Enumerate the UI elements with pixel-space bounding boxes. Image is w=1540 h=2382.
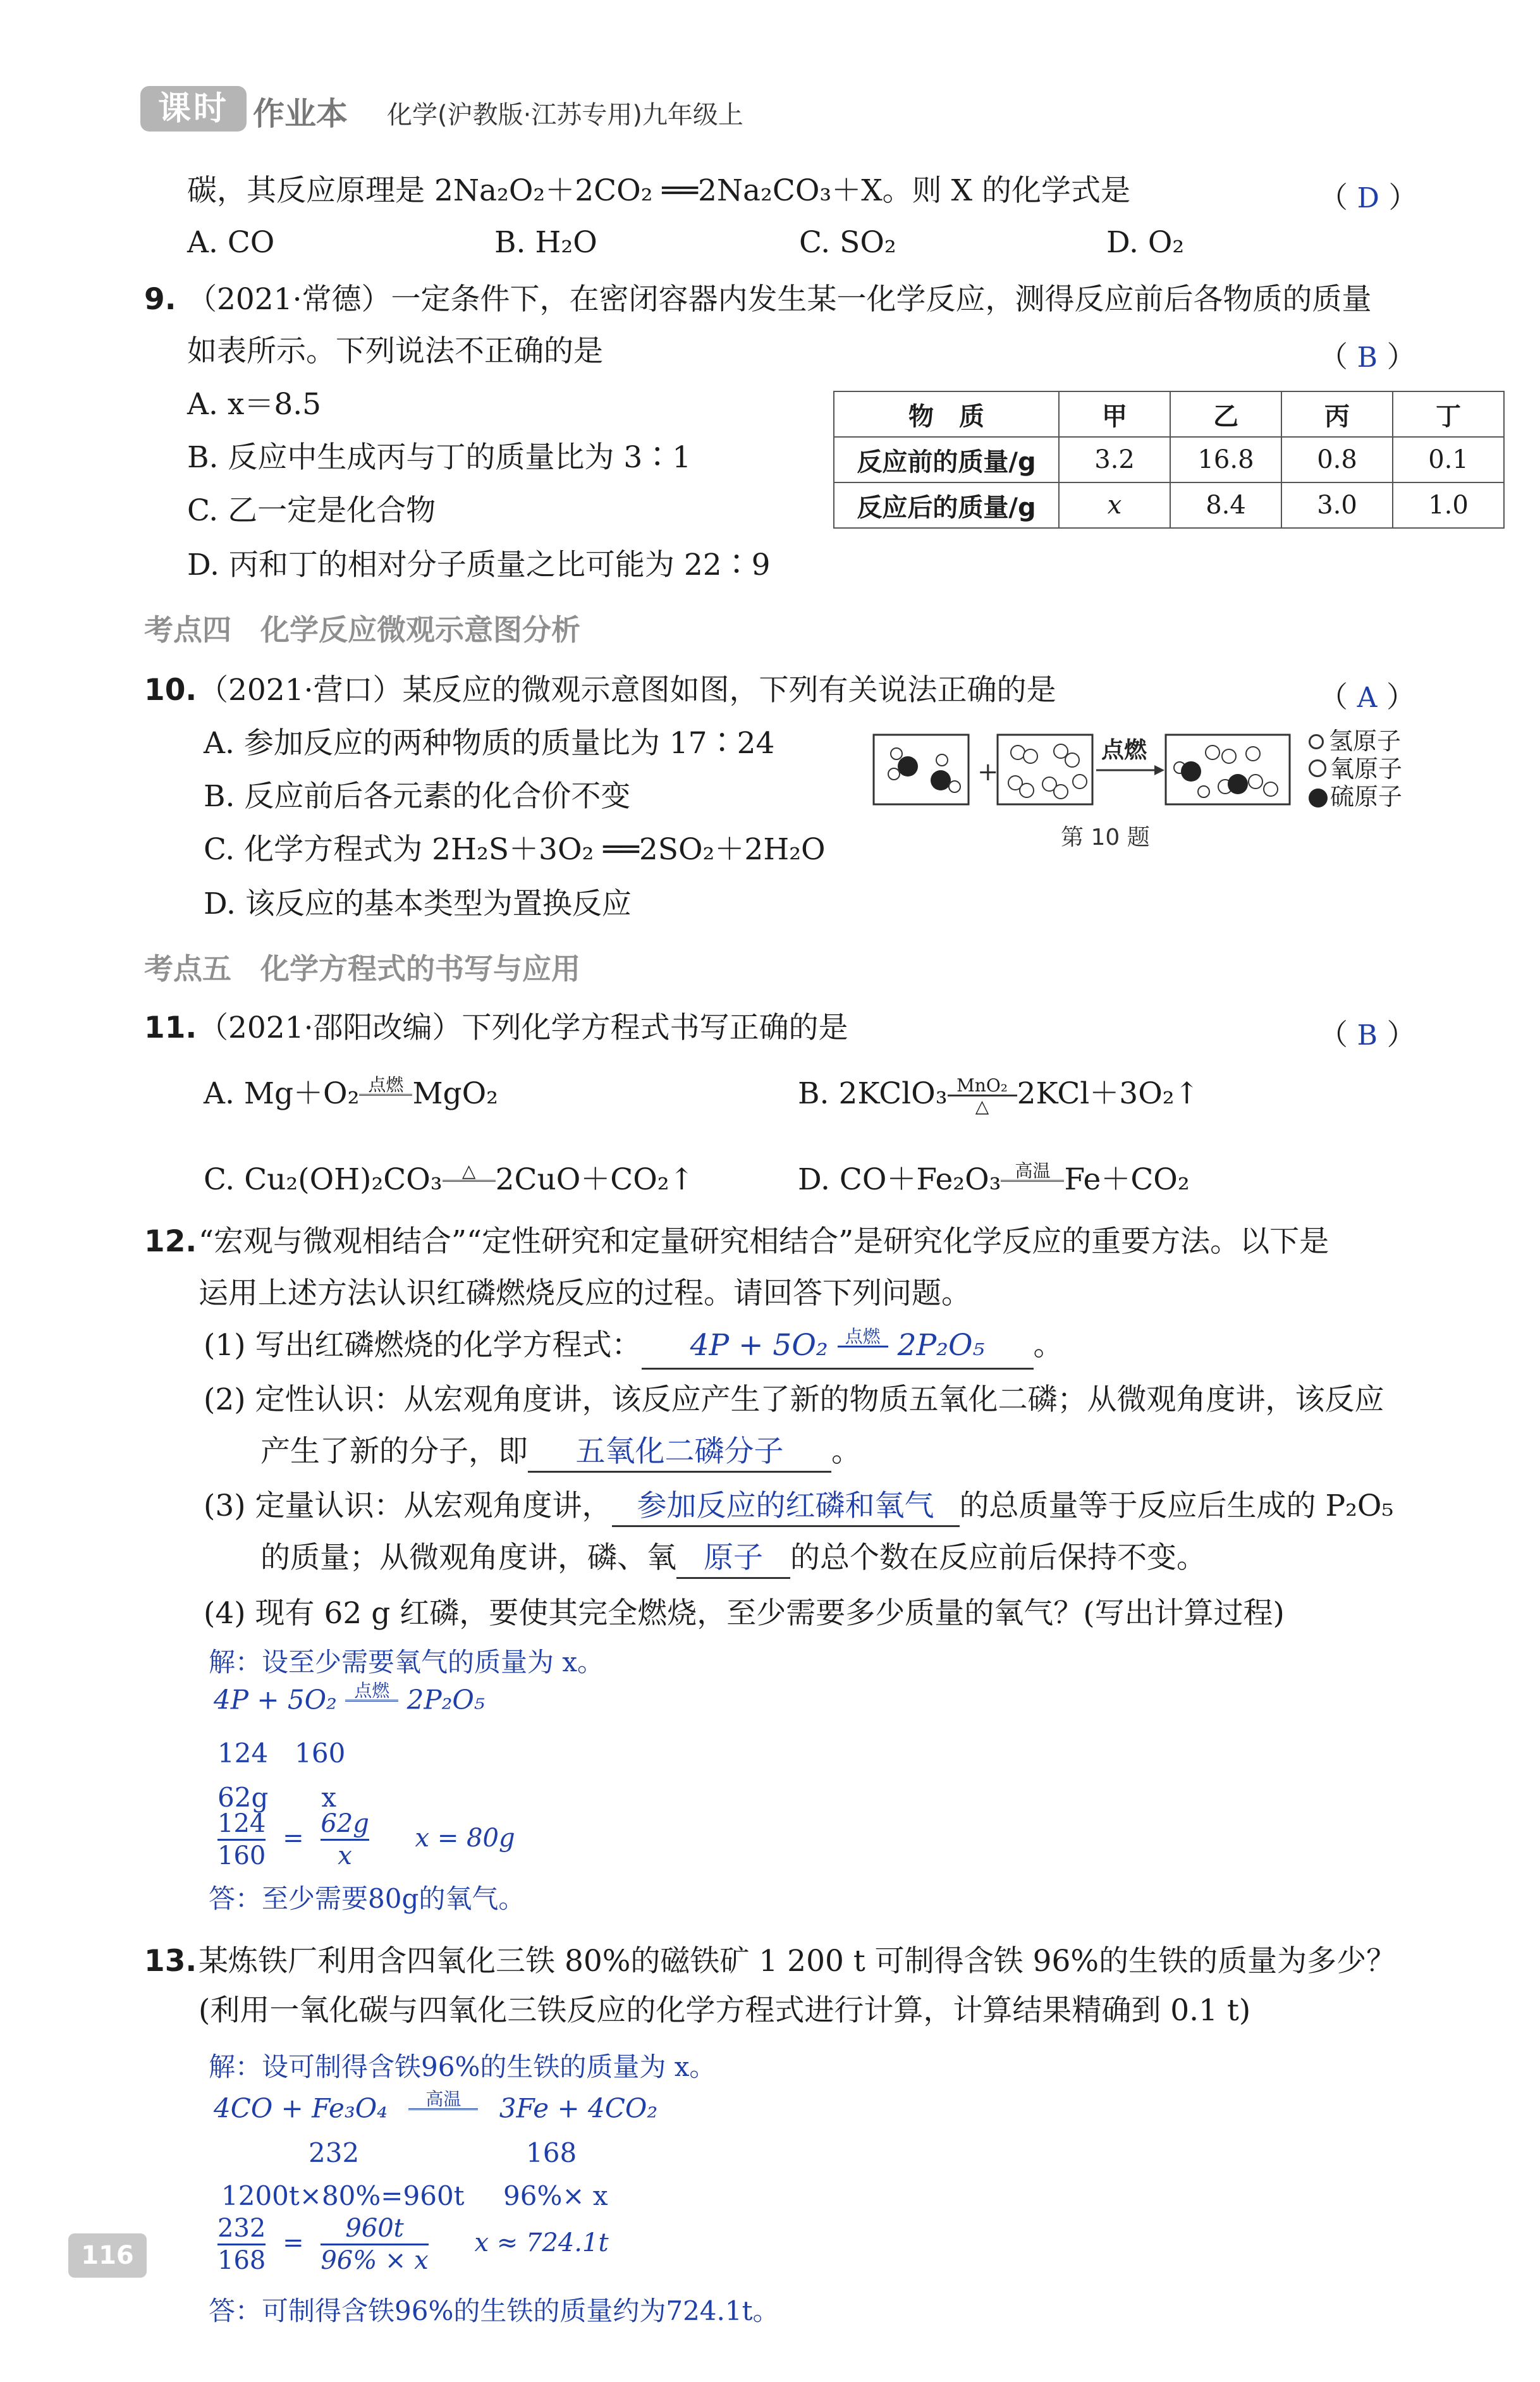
legend-label: 氧原子 [1330,755,1403,783]
equation-rhs: 2CuO＋CO₂↑ [495,1162,695,1197]
condition-text: 点燃 [354,1680,390,1701]
q9-line1: （2021·常德）一定条件下，在密闭容器内发生某一化学反应，测得反应前后各物质的质量 [187,282,1372,317]
q12-line2: 运用上述方法认识红磷燃烧反应的过程。请回答下列问题。 [199,1276,971,1311]
legend-label: 氢原子 [1329,727,1402,755]
q9-option-b: B. 反应中生成丙与丁的质量比为 3∶1 [187,440,692,475]
q12-line1: “宏观与微观相结合”“定性研究和定量研究相结合”是研究化学反应的重要方法。以下是 [199,1224,1329,1259]
q10-answer-box: （ A ） [1319,680,1416,714]
equation-lhs: 4P + 5O₂ [214,1684,337,1716]
q12-part1: (1) 写出红磷燃烧的化学方程式： 4P + 5O₂ 点燃 2P₂O₅ 。 [204,1327,1063,1370]
arrow-head-icon [1154,765,1164,775]
q8-answer: D [1357,182,1379,214]
table-row [834,482,1504,528]
fraction [217,2213,266,2276]
q8-option-a: A. CO [187,225,275,260]
table-header-row [834,391,1504,437]
q13-number: 13. [144,1944,197,1979]
condition-text: 点燃 [845,1325,881,1347]
q13-solution-mass1: 232 [309,2137,360,2168]
q13-solution-mass2: 168 [526,2137,577,2168]
table-header: 甲 [1059,391,1170,437]
reaction-condition [345,1682,398,1722]
solution-result: x ≈ 724.1t [474,2228,609,2257]
q10-micro-diagram [871,721,1326,847]
table-header: 乙 [1170,391,1281,437]
q12-solution-given: 62g x [217,1782,337,1813]
table-header: 丙 [1281,391,1393,437]
q9-option-c: C. 乙一定是化合物 [187,493,436,528]
q12-solution-intro: 解：设至少需要氧气的质量为 x。 [209,1647,604,1678]
condition-text: 高温 [1015,1160,1051,1181]
q12-part3-answer2: 原子 [676,1539,790,1579]
option-label: A. [204,1076,235,1111]
q12-part3-line1 [204,1487,1393,1527]
reactant-box-2 [998,735,1092,804]
reaction-condition [408,2090,478,2130]
reactant-box-1 [874,735,969,804]
answer-rhs: 2P₂O₅ [897,1328,985,1363]
q12-part4: (4) 现有 62 g 红磷，要使其完全燃烧，至少需要多少质量的氧气？(写出计算过程) [204,1596,1285,1631]
section-4-heading: 考点四 化学反应微观示意图分析 [144,613,580,647]
q12-part1-text: (1) 写出红磷燃烧的化学方程式： [204,1328,642,1363]
q9-answer: B [1357,341,1378,374]
q12-solution-proportion: $\frac{124}{160}$ = $\frac{62g}{x}$ x = 80g [217,1809,515,1870]
q10-option-b: B. 反应前后各元素的化合价不变 [204,779,631,814]
q8-option-c: C. SO₂ [799,225,896,260]
q11-option-a [204,1075,498,1116]
q12-part3-text3: 的质量；从微观角度讲，磷、氧 [260,1540,676,1575]
q11-number: 11. [144,1010,197,1045]
solution-result: x = 80g [415,1823,515,1853]
oxygen-atom-icon [1309,759,1326,777]
equation-lhs: Cu₂(OH)₂CO₃ [244,1162,443,1197]
condition-text: △ [461,1160,476,1181]
legend-item-oxygen [1309,755,1402,783]
q8-option-b: B. H₂O [494,225,597,260]
diagram-caption: 第 10 题 [1061,825,1150,847]
q11-option-b [798,1075,1199,1115]
table-cell: 1.0 [1393,482,1504,528]
q12-solution-equation [214,1682,485,1722]
equation-rhs: 2KCl＋3O₂↑ [1017,1076,1199,1111]
q12-part3-line2 [260,1539,1206,1579]
product-molecule-icon [1174,746,1278,797]
header-subtitle: 化学(沪教版·江苏专用)九年级上 [387,101,743,130]
condition-text: 高温 [425,2089,461,2109]
q10-line1: （2021·营口）某反应的微观示意图如图，下列有关说法正确的是 [199,673,1056,708]
table-row [834,437,1504,482]
q8-text: 碳，其反应原理是 2Na₂O₂＋2CO₂ ══2Na₂CO₃＋X。则 X 的化学式是 [187,173,1130,208]
reaction-condition [948,1074,1017,1117]
page-number: 116 [68,2233,147,2278]
table-cell: 3.2 [1059,437,1170,482]
q11-answer-box: （ B ） [1319,1017,1416,1052]
equation-lhs: 2KClO₃ [838,1076,948,1111]
molecule-icon [888,748,960,792]
fraction-numerator: 62g [321,1808,369,1841]
option-label: B. [798,1076,829,1111]
reaction-condition [1001,1162,1064,1202]
table-cell: x [1059,482,1170,528]
condition-text: MnO₂ [956,1074,1008,1096]
option-label: D. [798,1162,830,1197]
section-5-heading: 考点五 化学方程式的书写与应用 [144,952,580,986]
table-cell: 3.0 [1281,482,1393,528]
equation-lhs: Mg＋O₂ [243,1076,360,1111]
q8-answer-box: （ D ） [1319,180,1418,214]
condition-text: △ [975,1095,989,1117]
q10-number: 10. [144,673,197,708]
table-header: 丁 [1393,391,1504,437]
table-cell: 反应前的质量/g [834,437,1059,482]
q9-option-a: A. x＝8.5 [187,387,322,422]
q11-line1: （2021·邵阳改编）下列化学方程式书写正确的是 [199,1010,848,1045]
fraction-numerator: 124 [217,1808,266,1841]
fraction-numerator: 232 [217,2213,266,2245]
sulfur-atom-icon [1309,789,1328,807]
oxygen-molecule-icon [1008,744,1087,799]
q11-answer: B [1357,1019,1378,1052]
reaction-condition [443,1162,496,1202]
q10-option-d: D. 该反应的基本类型为置换反应 [204,887,632,921]
q13-solution-equation [214,2090,657,2130]
arrow-label: 点燃 [1101,737,1147,763]
q12-part2-line1: (2) 定性认识：从宏观角度讲，该反应产生了新的物质五氧化二磷；从微观角度讲，该反应 [204,1382,1384,1417]
legend-item-sulfur [1309,783,1402,811]
plus-sign: + [977,758,999,787]
q10-option-a: A. 参加反应的两种物质的质量比为 17∶24 [204,726,775,761]
fraction-numerator: 960t [321,2213,428,2245]
condition-text: 点燃 [368,1074,404,1095]
hydrogen-atom-icon [1309,734,1324,749]
q12-solution-answer: 答：至少需要80g的氧气。 [209,1883,525,1914]
equation-lhs: 4CO + Fe₃O₄ [214,2092,388,2124]
option-label: C. [204,1162,235,1197]
q12-part3-answer1: 参加反应的红磷和氧气 [612,1487,960,1527]
q13-solution-given1: 1200t×80%=960t [221,2180,465,2211]
equation-rhs: 2P₂O₅ [406,1684,485,1716]
q12-number: 12. [144,1224,197,1259]
q9-option-d: D. 丙和丁的相对分子质量之比可能为 22∶9 [187,548,771,582]
equation-rhs: MgO₂ [412,1076,499,1111]
fraction [321,1808,369,1871]
q10-option-c: C. 化学方程式为 2H₂S＋3O₂ ══2SO₂＋2H₂O [204,832,826,867]
q10-answer: A [1357,682,1378,714]
q13-solution-proportion: $\frac{232}{168}$ = $\frac{960t}{96\% \times x}$ x ≈ 724.1t [217,2214,609,2275]
table-cell: 8.4 [1170,482,1281,528]
reaction-condition [359,1076,412,1116]
q12-part3-text: (3) 定量认识：从宏观角度讲， [204,1489,612,1523]
q9-answer-box: （ B ） [1319,340,1416,374]
table-cell: 0.8 [1281,437,1393,482]
q12-solution-molar-masses: 124 160 [217,1738,346,1769]
fraction [217,1808,266,1871]
fraction [321,2213,428,2276]
q9-mass-table [833,391,1505,529]
q13-solution-answer: 答：可制得含铁96%的生铁的质量约为724.1t。 [209,2295,779,2326]
q13-line2: (利用一氧化碳与四氧化三铁反应的化学方程式进行计算，计算结果精确到 0.1 t) [199,1993,1251,2028]
fraction-denominator: 160 [217,1841,266,1870]
q11-option-c [204,1161,694,1202]
q12-part2-answer: 五氧化二磷分子 [528,1433,831,1473]
table-cell: 反应后的质量/g [834,482,1059,528]
q13-solution-given2: 96%× x [503,2180,608,2211]
q12-part3-text2: 的总质量等于反应后生成的 P₂O₅ [959,1489,1394,1523]
reaction-condition [838,1325,888,1368]
q8-option-d: D. O₂ [1106,225,1185,260]
fraction-denominator: 168 [217,2246,266,2275]
q13-solution-intro: 解：设可制得含铁96%的生铁的质量为 x。 [209,2051,716,2082]
table-cell: 0.1 [1393,437,1504,482]
q12-part3-text4: 的总个数在反应前后保持不变。 [790,1540,1206,1575]
q9-line2: 如表所示。下列说法不正确的是 [187,334,603,369]
header-logo: 课时 [140,86,247,132]
answer-lhs: 4P + 5O₂ [690,1328,828,1363]
legend-item-hydrogen [1309,727,1402,755]
q12-part2-line2: 产生了新的分子，即 五氧化二磷分子 。 [260,1433,861,1473]
legend-label: 硫原子 [1330,783,1403,811]
q10-legend [1309,727,1402,811]
q12-part1-answer [642,1327,1034,1370]
q9-number: 9. [144,282,176,317]
table-header: 物 质 [834,391,1059,437]
fraction-denominator: x [338,1841,352,1870]
table-cell: 16.8 [1170,437,1281,482]
q11-option-d [798,1161,1190,1202]
equation-rhs: Fe＋CO₂ [1064,1162,1190,1197]
equation-rhs: 3Fe + 4CO₂ [499,2092,658,2124]
q13-line1: 某炼铁厂利用含四氧化三铁 80%的磁铁矿 1 200 t 可制得含铁 96%的生铁的质量为多少？ [199,1944,1396,1979]
q12-part2-text: 产生了新的分子，即 [260,1434,528,1469]
equation-lhs: CO＋Fe₂O₃ [839,1162,1001,1197]
fraction-denominator: 96% × x [321,2246,429,2275]
header-title: 作业本 [253,95,348,132]
